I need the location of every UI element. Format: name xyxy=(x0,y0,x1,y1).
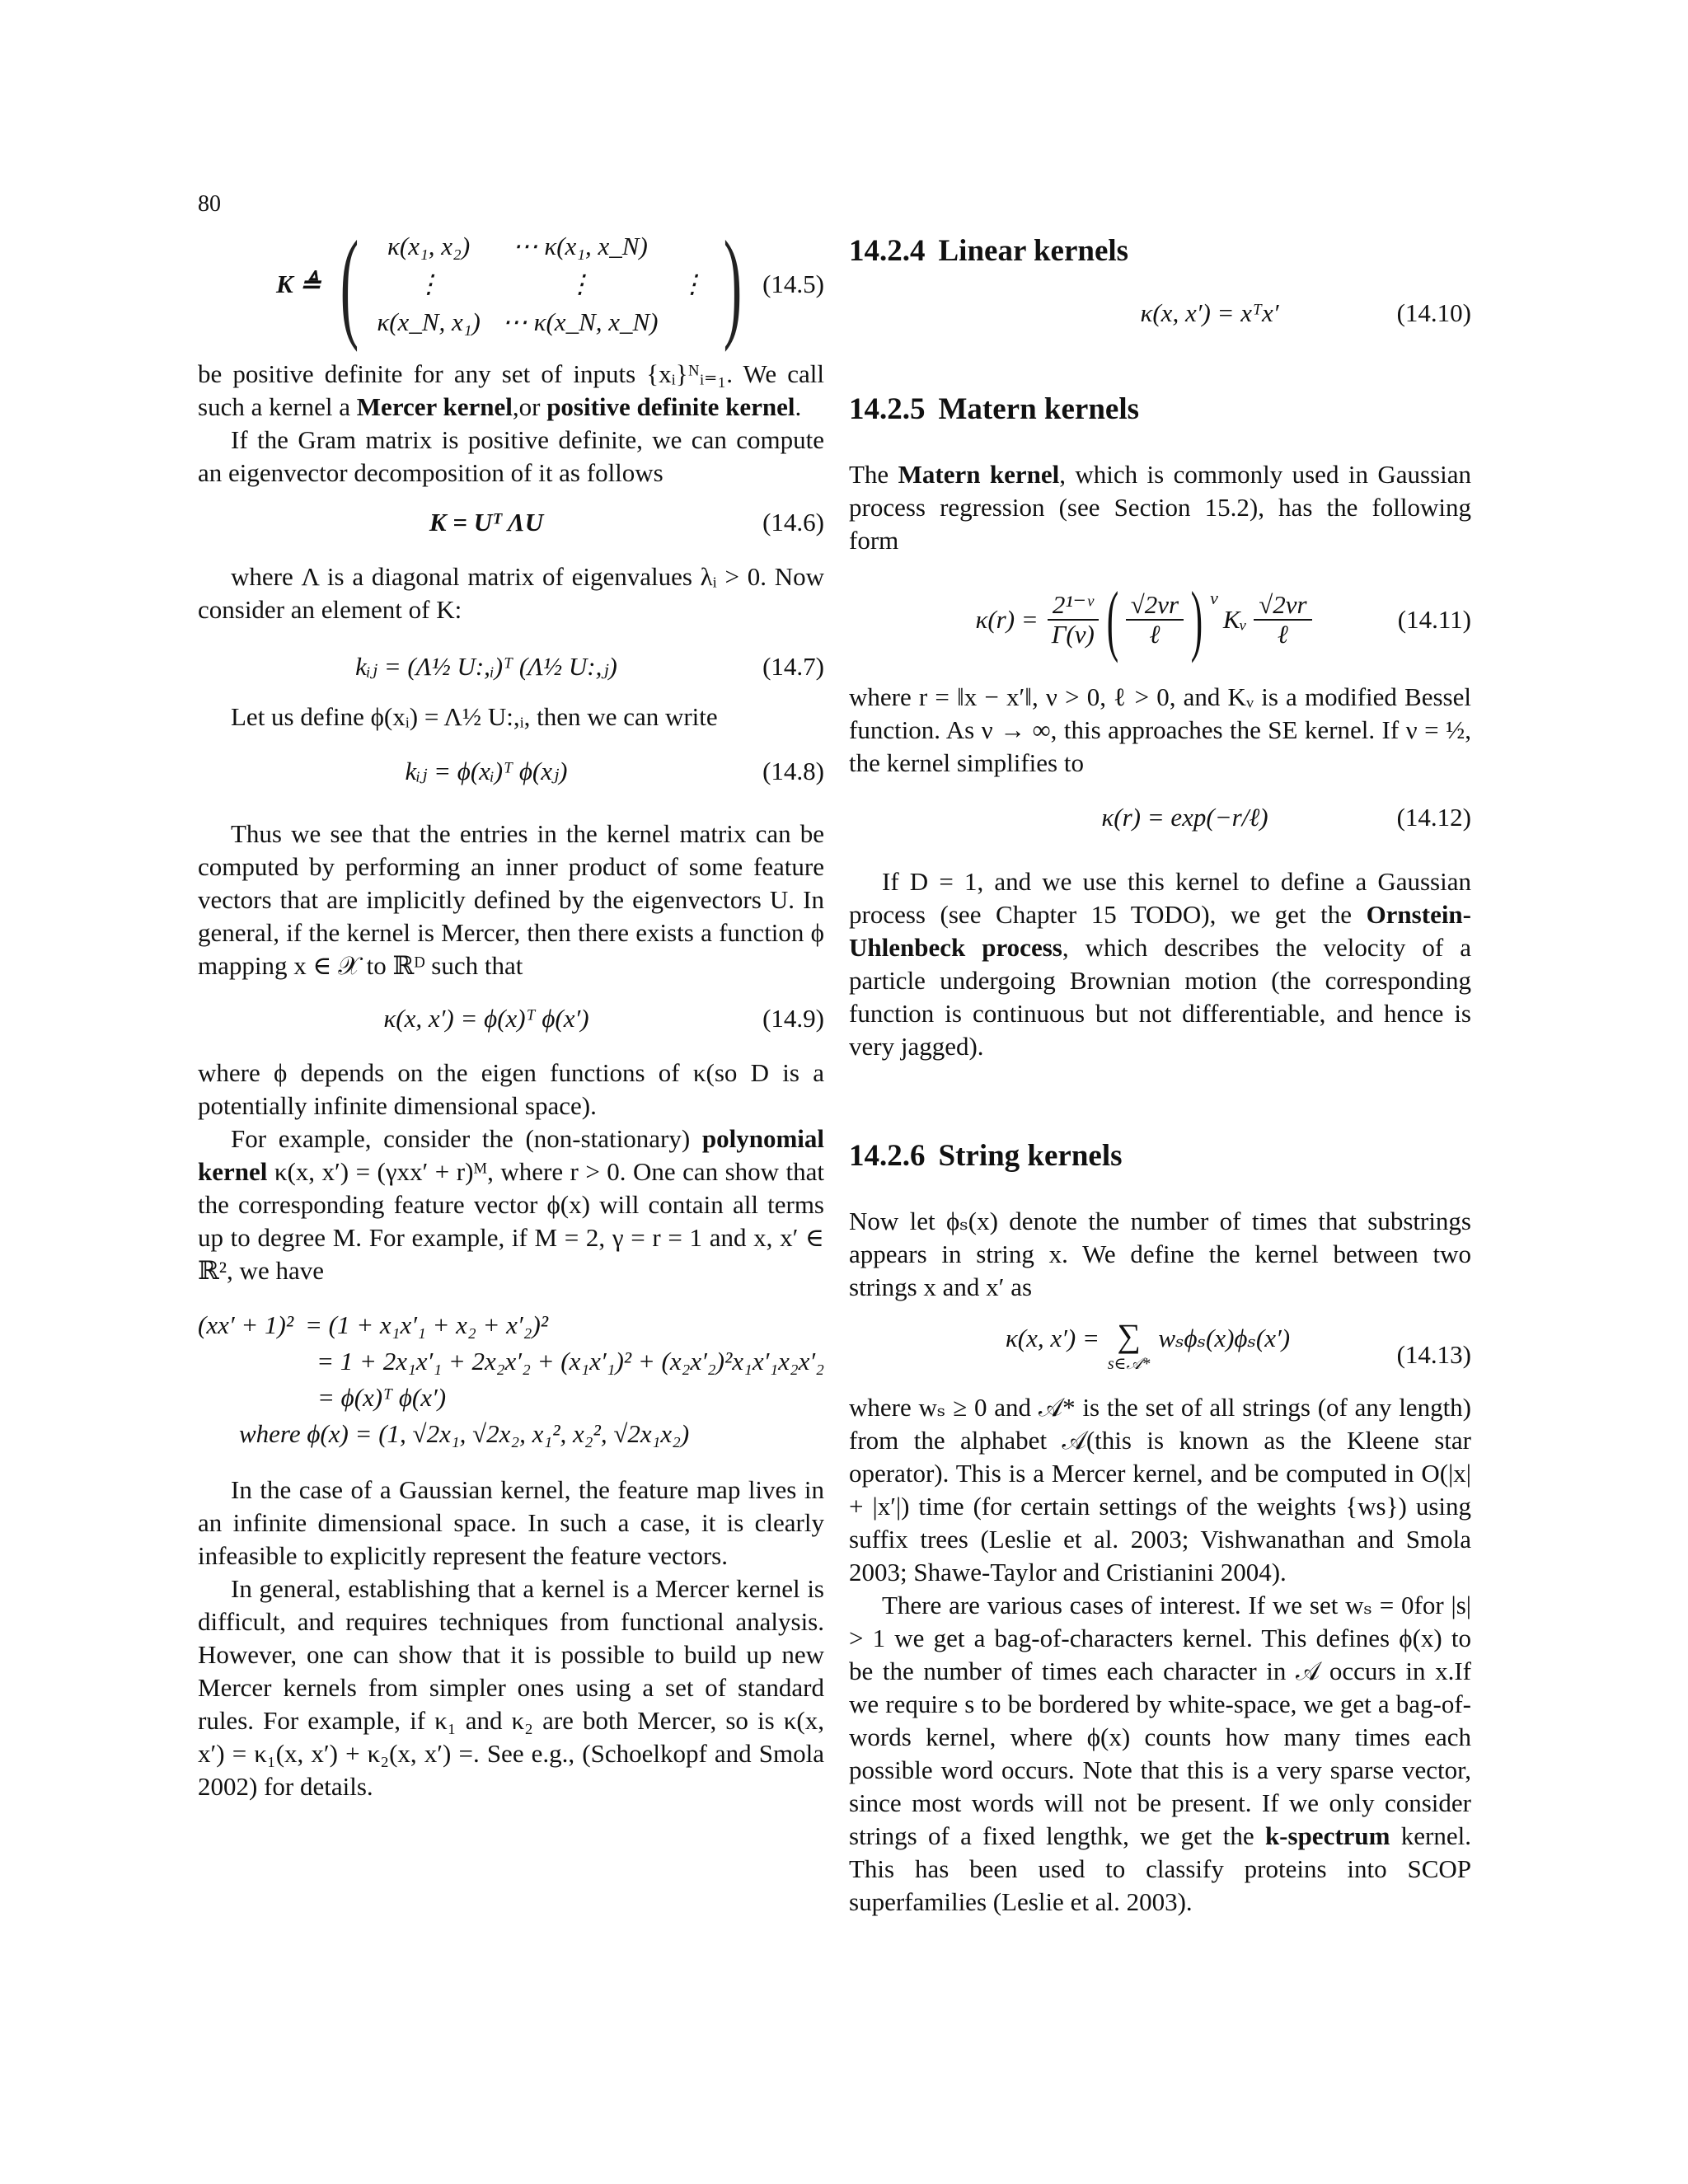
equation-14-9 xyxy=(198,992,824,1045)
equation-body: kᵢⱼ = (Λ½ U:,ᵢ)ᵀ (Λ½ U:,ⱼ) xyxy=(355,652,617,681)
equation-14-7 xyxy=(198,638,824,696)
text-span: If D = 1, and we use this kernel to define a Gaussian process (see Chapter 15 TODO), we get the xyxy=(849,867,1471,929)
paragraph: where wₛ ≥ 0 and 𝒜* is the set of all strings (of any length) from the alphabet 𝒜(this is known as the Kleene star operator). This is a Mercer kernel, and be computed in O(|x| + |x′|) time (for certain settings of the weights {ws}) using suffix trees (Leslie et al. 2003; Vishwanathan and Smola 2003; Shawe-Taylor and Cristianini 2004). xyxy=(849,1393,1471,1586)
derivation-lhs: (xx′ + 1)² xyxy=(198,1310,294,1339)
equation-number: (14.6) xyxy=(762,508,824,537)
paragraph xyxy=(198,358,824,424)
equation-number: (14.12) xyxy=(1396,803,1471,832)
fraction xyxy=(1126,591,1184,649)
text-span: kernel. This has been used to classify proteins into SCOP superfamilies (Leslie et al. 2003). xyxy=(849,1821,1471,1916)
page-number: 80 xyxy=(198,191,221,217)
equation-14-11 xyxy=(849,570,1471,669)
equation-body: κ(x, x′) = xᵀx′ xyxy=(1140,298,1279,327)
derivation-row xyxy=(198,1416,824,1452)
derivation-lhs xyxy=(198,1380,317,1416)
sum-symbol: ∑ xyxy=(1117,1317,1141,1354)
bessel-function: Kᵥ xyxy=(1222,605,1248,634)
paragraph xyxy=(849,1589,1471,1919)
matrix-cell: ⋮ xyxy=(415,269,442,298)
paragraph: where ϕ depends on the eigen functions of κ(so D is a potentially infinite dimensional space). xyxy=(198,1058,824,1120)
fraction-denominator: ℓ xyxy=(1149,620,1160,649)
equation-14-6 xyxy=(198,498,824,547)
text-span: be positive definite for any set of inputs {xᵢ}ᴺᵢ₌₁. We call such a kernel a xyxy=(198,359,824,421)
derivation-rhs: = 1 + 2x₁x′₁ + 2x₂x′₂ + (x₁x′₁)² + (x₂x′₂)²x₁x′₁x₂x′₂ xyxy=(316,1347,824,1376)
equation-number: (14.10) xyxy=(1396,298,1471,327)
term-polynomial-kernel: polynomial kernel xyxy=(198,1124,824,1186)
matrix-cell: κ(x₁, x₂) xyxy=(387,232,471,260)
gram-matrix xyxy=(329,216,753,353)
matrix-cell: ⋯ κ(x_N, x_N) xyxy=(501,307,659,336)
paragraph: where Λ is a diagonal matrix of eigenvalues λᵢ > 0. Now consider an element of K: xyxy=(198,562,824,624)
equation-body: K = Uᵀ ΛU xyxy=(429,508,544,537)
equation-body: κ(r) = exp(−r/ℓ) xyxy=(1101,803,1268,832)
summation xyxy=(1108,1317,1151,1373)
equation-number: (14.7) xyxy=(762,652,824,681)
equation-14-8 xyxy=(198,745,824,798)
equation-number: (14.8) xyxy=(762,757,824,785)
matrix-cell xyxy=(680,230,706,263)
paragraph: In the case of a Gaussian kernel, the feature map lives in an infinite dimensional space. In such a case, it is clearly infeasible to explicitly represent the feature vectors. xyxy=(198,1475,824,1570)
equation-body: kᵢⱼ = ϕ(xᵢ)ᵀ ϕ(xⱼ) xyxy=(405,757,568,785)
left-paren: ( xyxy=(1106,575,1118,663)
section-number: 14.2.6 xyxy=(849,1139,926,1173)
right-paren: ) xyxy=(723,216,742,353)
equation-number: (14.13) xyxy=(1396,1340,1471,1369)
matrix-grid xyxy=(377,230,705,339)
text-span: There are various cases of interest. If we set wₛ = 0for |s| > 1 we get a bag-of-characters kernel. This defines ϕ(x) to be the number of times each character in 𝒜 occurs in x.If we require s to be bordered by white-space, we get a bag-of-words kernel, where ϕ(x) counts how many times each possible word occurs. Note that this is a very sparse vector, since most words will not be present. If we only consider strings of a fixed lengthk, we get the xyxy=(849,1591,1471,1850)
equation-14-5 xyxy=(198,216,824,353)
sum-subscript: s∈𝒜* xyxy=(1107,1355,1151,1373)
paragraph: Thus we see that the entries in the kernel matrix can be computed by performing an inner product of some feature vectors that are implicitly defined by the eigenvectors U. In general, if the kernel is Mercer, then there exists a function ϕ mapping x ∈ 𝒳 to ℝᴰ such that xyxy=(198,819,824,980)
derivation-lhs xyxy=(198,1416,239,1452)
derivation-row xyxy=(198,1307,824,1343)
text-span: ,or xyxy=(512,392,547,421)
matrix-cell: ⋯ κ(x₁, x_N) xyxy=(512,232,648,260)
section-number: 14.2.4 xyxy=(849,234,926,268)
left-column xyxy=(198,216,824,1803)
text-span: , which is commonly used in Gaussian process regression (see Section 15.2), has the following form xyxy=(849,460,1472,555)
equation-number: (14.9) xyxy=(762,1004,824,1033)
section-number: 14.2.5 xyxy=(849,392,926,426)
term-positive-definite-kernel: positive definite kernel xyxy=(546,392,795,421)
fraction-numerator: √2νr xyxy=(1254,591,1311,621)
fraction-numerator: 2¹⁻ᵛ xyxy=(1048,591,1099,621)
paragraph: Let us define ϕ(xᵢ) = Λ½ U:,ᵢ, then we can write xyxy=(231,702,718,731)
equation-lhs: K ≜ xyxy=(276,269,321,298)
term-k-spectrum: k-spectrum xyxy=(1264,1821,1390,1850)
term-matern-kernel: Matern kernel xyxy=(898,460,1060,489)
equation-number: (14.5) xyxy=(762,269,824,298)
fraction-denominator: ℓ xyxy=(1277,620,1288,649)
section-heading-14-2-5 xyxy=(849,391,1471,429)
section-title: Linear kernels xyxy=(938,234,1129,268)
derivation-rhs: = ϕ(x)ᵀ ϕ(x′) xyxy=(317,1383,447,1412)
matrix-cell: ⋮ xyxy=(567,269,593,298)
text-span: , which describes the velocity of a particle undergoing Brownian motion (the corresponding function is continuous but not differentiable, and hence is very jagged). xyxy=(849,933,1471,1061)
paragraph: If the Gram matrix is positive definite, we can compute an eigenvector decomposition of it as follows xyxy=(198,425,824,487)
paragraph xyxy=(849,865,1471,1063)
derivation-lhs xyxy=(198,1343,316,1380)
section-heading-14-2-6 xyxy=(849,1137,1471,1175)
text-span: κ(x, x′) = (γxx′ + r)ᴹ, where r > 0. One can show that the corresponding feature vector ϕ(x) will contain all terms up to degree M. For example, if M = 2, γ = r = 1 and x, x′ ∈ ℝ², we have xyxy=(198,1157,824,1285)
term-ornstein-uhlenbeck-process: Ornstein-Uhlenbeck process xyxy=(849,900,1471,962)
matrix-cell: ⋮ xyxy=(679,269,706,298)
exponent: ν xyxy=(1210,588,1218,608)
equation-body xyxy=(849,1317,1471,1391)
derivation-rhs: = (1 + x₁x′₁ + x₂ + x′₂)² xyxy=(305,1310,549,1339)
fraction xyxy=(1254,591,1311,649)
matrix-cell xyxy=(680,306,706,339)
equation-lhs: κ(r) = xyxy=(975,605,1039,634)
fraction-denominator: Γ(ν) xyxy=(1051,620,1095,649)
paragraph: Now let ϕₛ(x) denote the number of times that substrings appears in string x. We define the kernel between two strings x and x′ as xyxy=(849,1207,1471,1301)
text-span: The xyxy=(849,460,898,489)
section-heading-14-2-4 xyxy=(849,232,1471,270)
matrix-cell: κ(x_N, x₁) xyxy=(377,307,481,336)
equation-number: (14.11) xyxy=(1397,605,1471,634)
derivation-row xyxy=(198,1343,824,1380)
fraction xyxy=(1047,591,1100,649)
paragraph: In general, establishing that a kernel is a Mercer kernel is difficult, and requires techniques from functional analysis. However, one can show that it is possible to build up new Mercer kernels from simpler ones using a set of standard rules. For example, if κ₁ and κ₂ are both Mercer, so is κ(x, x′) = κ₁(x, x′) + κ₂(x, x′) =. See e.g., (Schoelkopf and Smola 2002) for details. xyxy=(198,1574,824,1801)
equation-lhs: κ(x, x′) = xyxy=(1005,1324,1100,1352)
paragraph xyxy=(849,458,1471,557)
derivation-rhs: where ϕ(x) = (1, √2x₁, √2x₂, x₁², x₂², √2x₁x₂) xyxy=(239,1419,690,1448)
section-title: Matern kernels xyxy=(938,392,1140,426)
term-mercer-kernel: Mercer kernel xyxy=(356,392,513,421)
polynomial-derivation xyxy=(198,1307,824,1452)
equation-14-12 xyxy=(849,791,1471,844)
equation-body: κ(x, x′) = ϕ(x)ᵀ ϕ(x′) xyxy=(383,1004,589,1033)
equation-14-10 xyxy=(849,287,1471,340)
fraction-numerator: √2νr xyxy=(1126,591,1184,621)
text-span: For example, consider the (non-stationary) xyxy=(231,1124,702,1153)
equation-body xyxy=(849,570,1471,669)
text-span: . xyxy=(795,392,802,421)
left-paren: ( xyxy=(340,216,359,353)
section-title: String kernels xyxy=(938,1139,1123,1173)
derivation-row xyxy=(198,1380,824,1416)
paragraph: where r = ‖x − x′‖, ν > 0, ℓ > 0, and Kᵥ is a modified Bessel function. As ν → ∞, this approaches the SE kernel. If ν = ½, the kernel simplifies to xyxy=(849,682,1471,777)
right-column xyxy=(849,223,1471,1919)
right-paren: ) xyxy=(1190,575,1203,663)
paragraph xyxy=(198,1122,824,1287)
equation-14-13 xyxy=(849,1317,1471,1391)
equation-rhs: wₛϕₛ(x)ϕₛ(x′) xyxy=(1158,1324,1291,1352)
